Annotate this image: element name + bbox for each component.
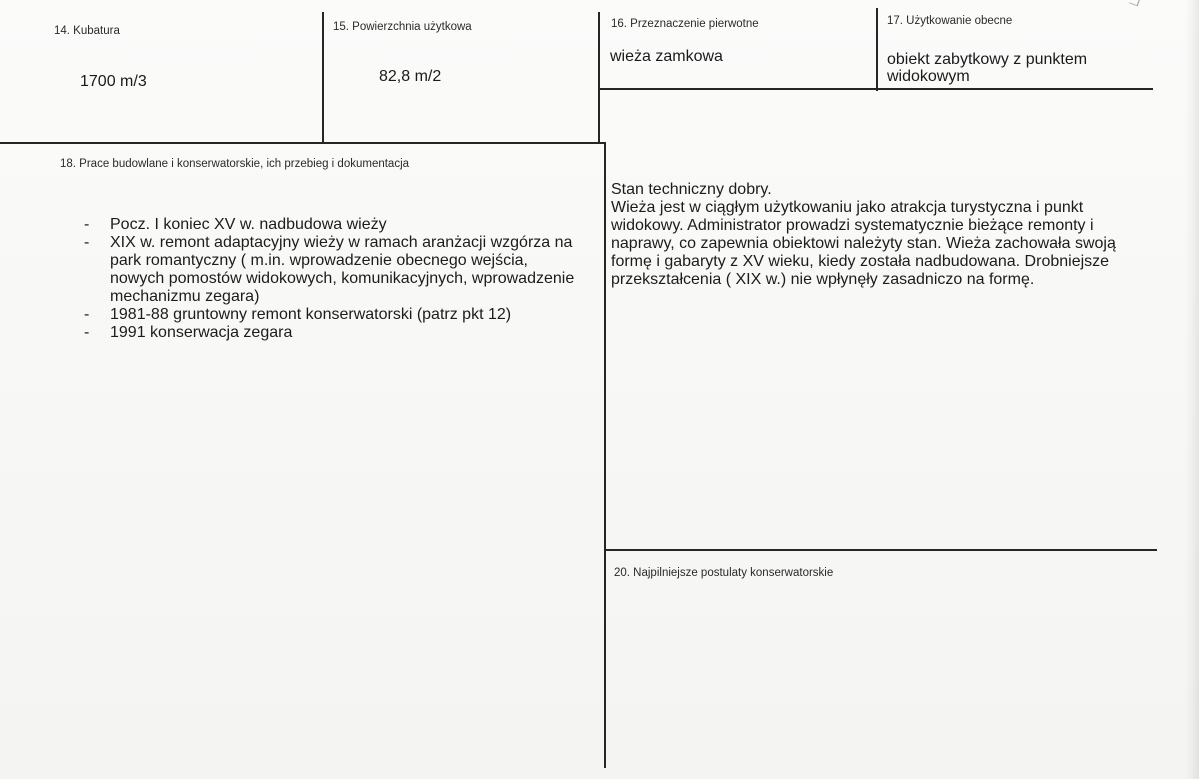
prace-list [84,216,584,342]
list-item [84,306,584,324]
row-divider-top [0,142,606,144]
list-dash: - [84,306,90,323]
postulaty-label: 20. Najpilniejsze postulaty konserwatorskie [614,567,834,579]
list-item-text: 1991 konserwacja zegara [110,324,293,341]
list-item [84,324,584,342]
powierzchnia-value: 82,8 m/2 [379,68,442,85]
list-dash: - [84,216,90,233]
divider-15-16 [598,12,600,143]
divider-16-17 [876,8,878,91]
stan-techniczny-text [611,181,1136,289]
list-item-text: Pocz. I koniec XV w. nadbudowa wieży [110,216,387,233]
row-divider-16-17 [598,88,1153,90]
przeznaczenie-value: wieża zamkowa [610,48,723,65]
przeznaczenie-label: 16. Przeznaczenie pierwotne [611,18,759,30]
stan-techniczny-line2: Wieża jest w ciągłym użytkowaniu jako atrakcja turystyczna i punkt widokowy. Administrator prowadzi systematycznie bieżące remonty i naprawy, co zapewnia obiektowi należyty stan. Wieża zachowała swoją formę i gabaryty z XV wieku, kiedy została nadbudowana. Drobniejsze przekształcenia ( XIX w.) nie wpłynęły zasadniczo na formę. [611,199,1116,288]
uzytkowanie-value: obiekt zabytkowy z punktem widokowym [887,51,1088,85]
list-item [84,216,584,234]
divider-column-right [604,143,606,768]
list-dash: - [84,234,90,251]
row-divider-20 [606,549,1157,551]
kubatura-value: 1700 m/3 [80,73,147,90]
list-item-text: 1981-88 gruntowny remont konserwatorski (patrz pkt 12) [110,306,512,323]
list-item-text: XIX w. remont adaptacyjny wieży w ramach aranżacji wzgórza na park romantyczny ( m.in. wprowadzenie obecnego wejścia, nowych pomostów widokowych, komunikacyjnych, wprowadzenie mechanizmu zegara) [110,234,575,305]
list-dash: - [84,324,90,341]
powierzchnia-label: 15. Powierzchnia użytkowa [333,21,472,33]
scan-mark [1129,0,1140,6]
kubatura-label: 14. Kubatura [54,25,120,37]
scan-edge-shade [1185,0,1199,779]
uzytkowanie-label: 17. Użytkowanie obecne [887,15,1013,27]
prace-label: 18. Prace budowlane i konserwatorskie, ich przebieg i dokumentacja [60,158,410,170]
list-item [84,234,584,306]
stan-techniczny-line1: Stan techniczny dobry. [611,181,772,198]
divider-14-15 [322,12,324,143]
